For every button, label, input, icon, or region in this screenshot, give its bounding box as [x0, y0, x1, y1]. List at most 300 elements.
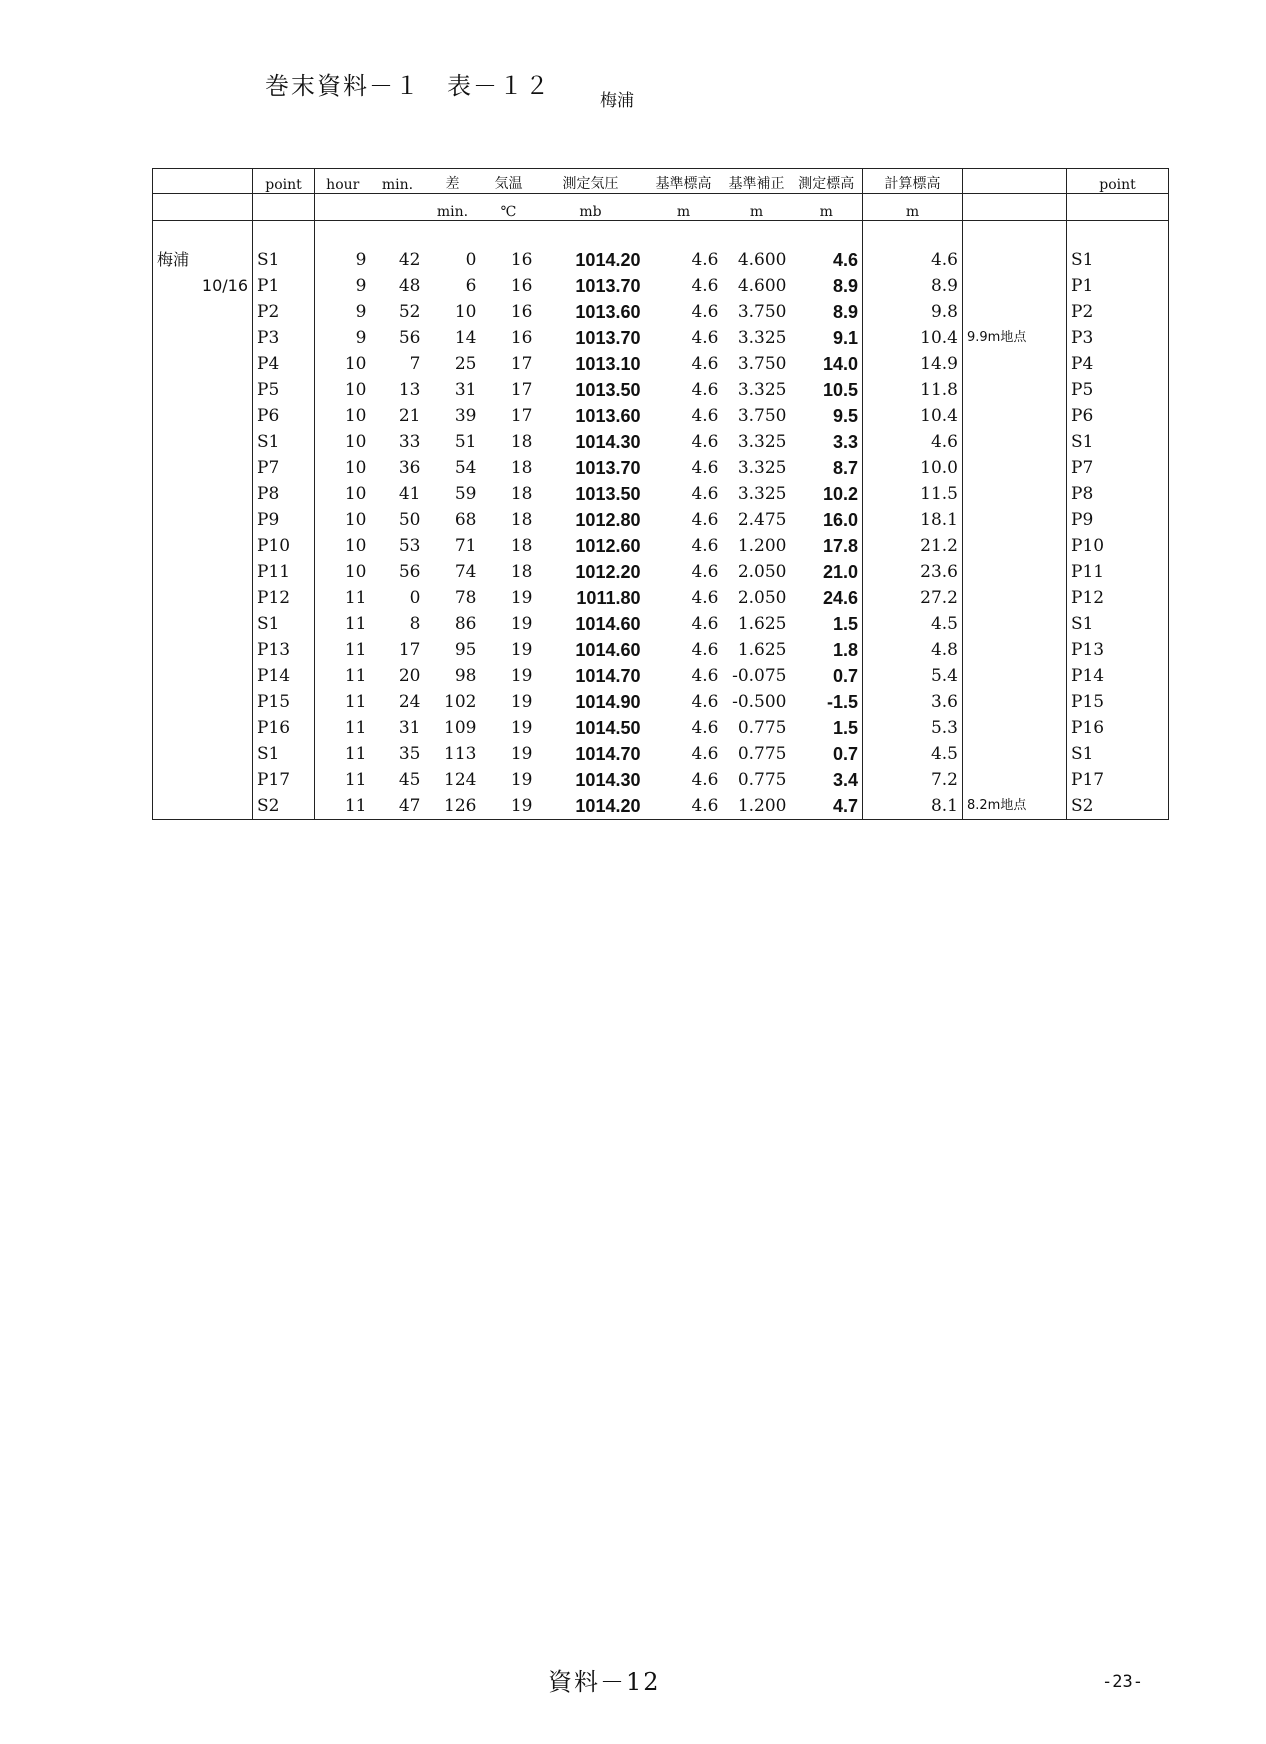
cell-calc-elev: 27.2: [863, 585, 963, 611]
cell-hour: 11: [344, 718, 367, 738]
table-row: [153, 715, 1169, 741]
header-cell: point: [1067, 169, 1169, 194]
cell-meas-elev: 9.5: [791, 403, 863, 429]
cell-temp: 18: [510, 484, 533, 504]
table-row: [153, 455, 1169, 481]
cell-temp: 17: [510, 380, 533, 400]
table-row: [153, 611, 1169, 637]
cell-base-elev: 4.6: [691, 536, 719, 556]
cell-calc-elev: 9.8: [863, 299, 963, 325]
table-row: [153, 299, 1169, 325]
cell-hour: 11: [344, 692, 367, 712]
cell-diff: 78: [454, 588, 477, 608]
cell-pressure: 1014.90: [575, 692, 641, 712]
cell-min: 21: [398, 406, 421, 426]
cell-meas-elev: 9.1: [791, 325, 863, 351]
cell-base-corr: 3.750: [737, 406, 787, 426]
location-cell: [153, 481, 253, 507]
location-cell: [153, 767, 253, 793]
cell-calc-elev: 10.4: [863, 403, 963, 429]
header-cell: m: [863, 194, 963, 221]
cell-temp: 18: [510, 432, 533, 452]
location-cell: [153, 689, 253, 715]
header-cell-loc: [153, 169, 253, 194]
cell-temp: 19: [510, 744, 533, 764]
cell-meas-elev: 10.2: [791, 481, 863, 507]
cell-diff: 95: [454, 640, 477, 660]
cell-hour: 11: [344, 614, 367, 634]
cell-base-corr: 2.050: [737, 562, 787, 582]
cell-note: [963, 741, 1067, 767]
cell-base-corr: 3.325: [737, 484, 787, 504]
cell-hour: 11: [315, 793, 371, 820]
cell-base-elev: 4.6: [691, 432, 719, 452]
location-cell: [153, 455, 253, 481]
cell-diff: 98: [454, 666, 477, 686]
cell-note: 8.2m地点: [963, 793, 1067, 820]
cell-pressure: 1013.60: [575, 406, 641, 426]
cell-point2: P4: [1067, 351, 1169, 377]
cell-hour: 10: [344, 406, 367, 426]
cell-calc-elev: 8.9: [863, 273, 963, 299]
header-cell: 気温: [481, 169, 537, 194]
header-row-1: [153, 169, 1169, 194]
cell-meas-elev: 0.7: [791, 741, 863, 767]
cell-pressure: 1014.50: [575, 718, 641, 738]
cell-point2: S1: [1067, 247, 1169, 273]
spacer-row: [153, 221, 1169, 248]
cell-point2: P5: [1067, 377, 1169, 403]
cell-meas-elev: 4.7: [791, 793, 863, 820]
cell-point2: S1: [1067, 741, 1169, 767]
cell-base-elev: 4.6: [691, 770, 719, 790]
cell-pressure: 1011.80: [576, 588, 641, 608]
cell-meas-elev: 1.5: [791, 715, 863, 741]
header-cell: ℃: [481, 194, 537, 221]
cell-meas-elev: 1.8: [791, 637, 863, 663]
cell-meas-elev: 17.8: [791, 533, 863, 559]
header-row-2: [153, 194, 1169, 221]
cell-calc-elev: 4.8: [863, 637, 963, 663]
cell-base-elev: 4.6: [691, 744, 719, 764]
location-cell: 10/16: [153, 273, 253, 299]
cell-meas-elev: 0.7: [791, 663, 863, 689]
cell-base-corr: 1.200: [737, 536, 787, 556]
cell-note: [963, 637, 1067, 663]
cell-calc-elev: 5.3: [863, 715, 963, 741]
cell-point: P6: [253, 403, 315, 429]
cell-pressure: 1012.20: [575, 562, 641, 582]
cell-hour: 11: [344, 588, 367, 608]
cell-point: P17: [253, 767, 315, 793]
cell-pressure: 1013.60: [575, 302, 641, 322]
table-row: [153, 351, 1169, 377]
cell-meas-elev: 16.0: [791, 507, 863, 533]
cell-point2: S2: [1067, 793, 1169, 820]
cell-base-corr: 1.200: [723, 793, 791, 820]
cell-base-corr: -0.500: [732, 692, 787, 712]
cell-pressure: 1014.30: [575, 770, 641, 790]
cell-pressure: 1014.70: [575, 666, 641, 686]
cell-calc-elev: 4.6: [863, 247, 963, 273]
table-row: [153, 377, 1169, 403]
cell-point2: P17: [1067, 767, 1169, 793]
cell-point2: P15: [1067, 689, 1169, 715]
header-cell: min.: [425, 194, 481, 221]
cell-hour: 11: [344, 666, 367, 686]
location-cell: [153, 299, 253, 325]
cell-meas-elev: 3.4: [791, 767, 863, 793]
cell-note: [963, 611, 1067, 637]
cell-pressure: 1013.10: [575, 354, 641, 374]
cell-hour: 9: [355, 250, 367, 270]
header-cell: 測定標高: [791, 169, 863, 194]
cell-min: 45: [398, 770, 421, 790]
cell-note: [963, 429, 1067, 455]
table-row: [153, 689, 1169, 715]
cell-base-corr: 3.325: [737, 458, 787, 478]
cell-point: P16: [253, 715, 315, 741]
cell-diff: 31: [454, 380, 477, 400]
cell-diff: 113: [444, 744, 477, 764]
cell-point: P11: [253, 559, 315, 585]
location-cell: 梅浦: [153, 247, 253, 273]
cell-hour: 11: [344, 770, 367, 790]
cell-meas-elev: 21.0: [791, 559, 863, 585]
header-cell: [371, 194, 425, 221]
cell-diff: 39: [454, 406, 477, 426]
cell-base-elev: 4.6: [691, 406, 719, 426]
cell-pressure: 1012.80: [575, 510, 641, 530]
cell-temp: 18: [510, 510, 533, 530]
cell-base-elev: 4.6: [691, 562, 719, 582]
cell-diff: 74: [454, 562, 477, 582]
cell-meas-elev: 8.7: [791, 455, 863, 481]
cell-point2: P6: [1067, 403, 1169, 429]
location-cell: [153, 585, 253, 611]
cell-meas-elev: 14.0: [791, 351, 863, 377]
cell-point: P4: [253, 351, 315, 377]
header-cell: [1067, 194, 1169, 221]
cell-min: 56: [398, 562, 421, 582]
cell-note: 9.9m地点: [963, 325, 1067, 351]
cell-point: P1: [253, 273, 315, 299]
cell-point: P7: [253, 455, 315, 481]
cell-meas-elev: 10.5: [791, 377, 863, 403]
header-cell: [963, 169, 1067, 194]
cell-point2: P1: [1067, 273, 1169, 299]
cell-diff: 71: [454, 536, 477, 556]
cell-point: S2: [253, 793, 315, 820]
cell-note: [963, 273, 1067, 299]
cell-temp: 19: [510, 692, 533, 712]
cell-base-elev: 4.6: [691, 510, 719, 530]
header-cell: [963, 194, 1067, 221]
cell-min: 53: [398, 536, 421, 556]
cell-min: 24: [398, 692, 421, 712]
cell-point: P13: [253, 637, 315, 663]
cell-pressure: 1014.60: [575, 640, 641, 660]
header-cell: min.: [371, 169, 425, 194]
cell-hour: 9: [355, 328, 367, 348]
cell-base-elev: 4.6: [691, 718, 719, 738]
cell-note: [963, 663, 1067, 689]
cell-pressure: 1014.70: [575, 744, 641, 764]
cell-diff: 124: [444, 770, 477, 790]
cell-base-elev: 4.6: [691, 692, 719, 712]
cell-point: S1: [253, 741, 315, 767]
document-subtitle: 梅浦: [600, 91, 634, 111]
cell-calc-elev: 21.2: [863, 533, 963, 559]
cell-hour: 10: [344, 510, 367, 530]
table-row: [153, 507, 1169, 533]
cell-point2: P12: [1067, 585, 1169, 611]
cell-base-corr: 2.050: [737, 588, 787, 608]
cell-diff: 126: [425, 793, 481, 820]
cell-pressure: 1013.50: [575, 380, 641, 400]
cell-base-elev: 4.6: [691, 458, 719, 478]
cell-hour: 11: [344, 640, 367, 660]
cell-note: [963, 767, 1067, 793]
header-cell: m: [791, 194, 863, 221]
cell-base-corr: 0.775: [737, 718, 787, 738]
cell-calc-elev: 14.9: [863, 351, 963, 377]
cell-note: [963, 481, 1067, 507]
table-row: [153, 325, 1169, 351]
cell-temp: 19: [510, 640, 533, 660]
cell-base-elev: 4.6: [691, 484, 719, 504]
cell-point: P8: [253, 481, 315, 507]
cell-calc-elev: 8.1: [863, 793, 963, 820]
cell-point2: P16: [1067, 715, 1169, 741]
cell-base-elev: 4.6: [691, 276, 719, 296]
header-cell: 測定気圧: [537, 169, 645, 194]
cell-note: [963, 403, 1067, 429]
location-cell: [153, 507, 253, 533]
cell-point: S1: [253, 247, 315, 273]
cell-point2: S1: [1067, 611, 1169, 637]
cell-calc-elev: 5.4: [863, 663, 963, 689]
cell-calc-elev: 7.2: [863, 767, 963, 793]
cell-base-elev: 4.6: [691, 380, 719, 400]
cell-hour: 10: [344, 432, 367, 452]
table-row: [153, 741, 1169, 767]
cell-diff: 25: [454, 354, 477, 374]
cell-meas-elev: -1.5: [791, 689, 863, 715]
header-cell: 基準標高: [645, 169, 723, 194]
cell-base-elev: 4.6: [691, 354, 719, 374]
cell-point2: P11: [1067, 559, 1169, 585]
cell-pressure: 1014.30: [575, 432, 641, 452]
cell-base-corr: -0.075: [732, 666, 787, 686]
cell-note: [963, 351, 1067, 377]
cell-base-corr: 4.600: [737, 250, 787, 270]
cell-note: [963, 299, 1067, 325]
cell-note: [963, 377, 1067, 403]
page-number: -23-: [1102, 1672, 1143, 1692]
cell-calc-elev: 18.1: [863, 507, 963, 533]
cell-base-elev: 4.6: [691, 640, 719, 660]
header-cell: [253, 194, 315, 221]
cell-calc-elev: 11.8: [863, 377, 963, 403]
cell-base-corr: 3.325: [737, 432, 787, 452]
survey-table: [152, 168, 1169, 820]
cell-point: P10: [253, 533, 315, 559]
cell-min: 20: [398, 666, 421, 686]
cell-base-corr: 1.625: [737, 640, 787, 660]
cell-pressure: 1013.50: [575, 484, 641, 504]
footer-label: 資料－12: [548, 1668, 661, 1696]
cell-min: 8: [409, 614, 421, 634]
cell-temp: 18: [510, 458, 533, 478]
cell-temp: 19: [510, 666, 533, 686]
cell-point: P3: [253, 325, 315, 351]
cell-note: [963, 533, 1067, 559]
cell-min: 17: [398, 640, 421, 660]
cell-base-corr: 3.325: [737, 328, 787, 348]
header-cell: point: [253, 169, 315, 194]
cell-temp: 16: [510, 276, 533, 296]
cell-min: 50: [398, 510, 421, 530]
cell-min: 35: [398, 744, 421, 764]
cell-point: P12: [253, 585, 315, 611]
header-cell: 計算標高: [863, 169, 963, 194]
cell-pressure: 1012.60: [575, 536, 641, 556]
cell-temp: 17: [510, 406, 533, 426]
cell-point2: P8: [1067, 481, 1169, 507]
document-title: 巻末資料－１ 表－１２: [265, 72, 551, 100]
cell-note: [963, 559, 1067, 585]
cell-temp: 18: [510, 536, 533, 556]
table-row: [153, 533, 1169, 559]
cell-min: 31: [398, 718, 421, 738]
cell-temp: 16: [510, 250, 533, 270]
cell-temp: 18: [510, 562, 533, 582]
cell-diff: 54: [454, 458, 477, 478]
cell-calc-elev: 4.6: [863, 429, 963, 455]
table-row: [153, 247, 1169, 273]
cell-base-corr: 2.475: [737, 510, 787, 530]
location-cell: [153, 377, 253, 403]
cell-base-elev: 4.6: [691, 328, 719, 348]
table-row: [153, 767, 1169, 793]
cell-hour: 10: [344, 536, 367, 556]
header-cell: mb: [537, 194, 645, 221]
location-cell: [153, 715, 253, 741]
location-cell: [153, 741, 253, 767]
header-cell: m: [723, 194, 791, 221]
cell-point: S1: [253, 429, 315, 455]
cell-base-elev: 4.6: [691, 588, 719, 608]
cell-point2: P7: [1067, 455, 1169, 481]
cell-temp: 16: [510, 302, 533, 322]
cell-min: 56: [398, 328, 421, 348]
cell-diff: 0: [465, 250, 477, 270]
cell-hour: 10: [344, 484, 367, 504]
cell-point2: S1: [1067, 429, 1169, 455]
cell-point2: P3: [1067, 325, 1169, 351]
cell-base-corr: 4.600: [737, 276, 787, 296]
cell-calc-elev: 10.0: [863, 455, 963, 481]
cell-meas-elev: 3.3: [791, 429, 863, 455]
location-cell: [153, 611, 253, 637]
table-row: [153, 481, 1169, 507]
header-cell: 差: [425, 169, 481, 194]
cell-base-corr: 0.775: [737, 744, 787, 764]
cell-temp: 19: [481, 793, 537, 820]
cell-hour: 10: [344, 354, 367, 374]
cell-meas-elev: 4.6: [791, 247, 863, 273]
header-cell: 基準補正: [723, 169, 791, 194]
cell-pressure: 1013.70: [575, 458, 641, 478]
cell-min: 7: [409, 354, 421, 374]
cell-calc-elev: 10.4: [863, 325, 963, 351]
cell-point2: P2: [1067, 299, 1169, 325]
cell-diff: 10: [454, 302, 477, 322]
cell-base-corr: 0.775: [737, 770, 787, 790]
cell-base-corr: 3.750: [737, 302, 787, 322]
cell-hour: 11: [344, 744, 367, 764]
cell-pressure: 1014.60: [575, 614, 641, 634]
header-cell: [315, 194, 371, 221]
cell-temp: 19: [510, 718, 533, 738]
cell-hour: 10: [344, 458, 367, 478]
cell-min: 41: [398, 484, 421, 504]
table-row: [153, 637, 1169, 663]
cell-pressure: 1013.70: [575, 276, 641, 296]
cell-calc-elev: 3.6: [863, 689, 963, 715]
cell-diff: 51: [454, 432, 477, 452]
cell-min: 42: [398, 250, 421, 270]
table-body: [153, 221, 1169, 820]
table-row: [153, 429, 1169, 455]
cell-diff: 59: [454, 484, 477, 504]
cell-point: S1: [253, 611, 315, 637]
cell-meas-elev: 8.9: [791, 299, 863, 325]
cell-min: 52: [398, 302, 421, 322]
cell-calc-elev: 4.5: [863, 741, 963, 767]
location-cell: [153, 793, 253, 820]
header-cell: m: [645, 194, 723, 221]
cell-point2: P9: [1067, 507, 1169, 533]
cell-meas-elev: 1.5: [791, 611, 863, 637]
cell-note: [963, 585, 1067, 611]
location-cell: [153, 533, 253, 559]
cell-base-corr: 1.625: [737, 614, 787, 634]
cell-min: 33: [398, 432, 421, 452]
cell-min: 47: [371, 793, 425, 820]
cell-min: 0: [409, 588, 421, 608]
cell-note: [963, 689, 1067, 715]
cell-diff: 14: [454, 328, 477, 348]
location-cell: [153, 429, 253, 455]
cell-point: P5: [253, 377, 315, 403]
cell-base-elev: 4.6: [691, 302, 719, 322]
cell-hour: 10: [344, 562, 367, 582]
location-cell: [153, 403, 253, 429]
cell-pressure: 1014.20: [575, 250, 641, 270]
cell-calc-elev: 11.5: [863, 481, 963, 507]
location-cell: [153, 663, 253, 689]
cell-pressure: 1014.20: [537, 793, 645, 820]
location-cell: [153, 559, 253, 585]
location-cell: [153, 325, 253, 351]
cell-note: [963, 247, 1067, 273]
cell-calc-elev: 23.6: [863, 559, 963, 585]
cell-point2: P14: [1067, 663, 1169, 689]
cell-point: P9: [253, 507, 315, 533]
table-row: [153, 663, 1169, 689]
